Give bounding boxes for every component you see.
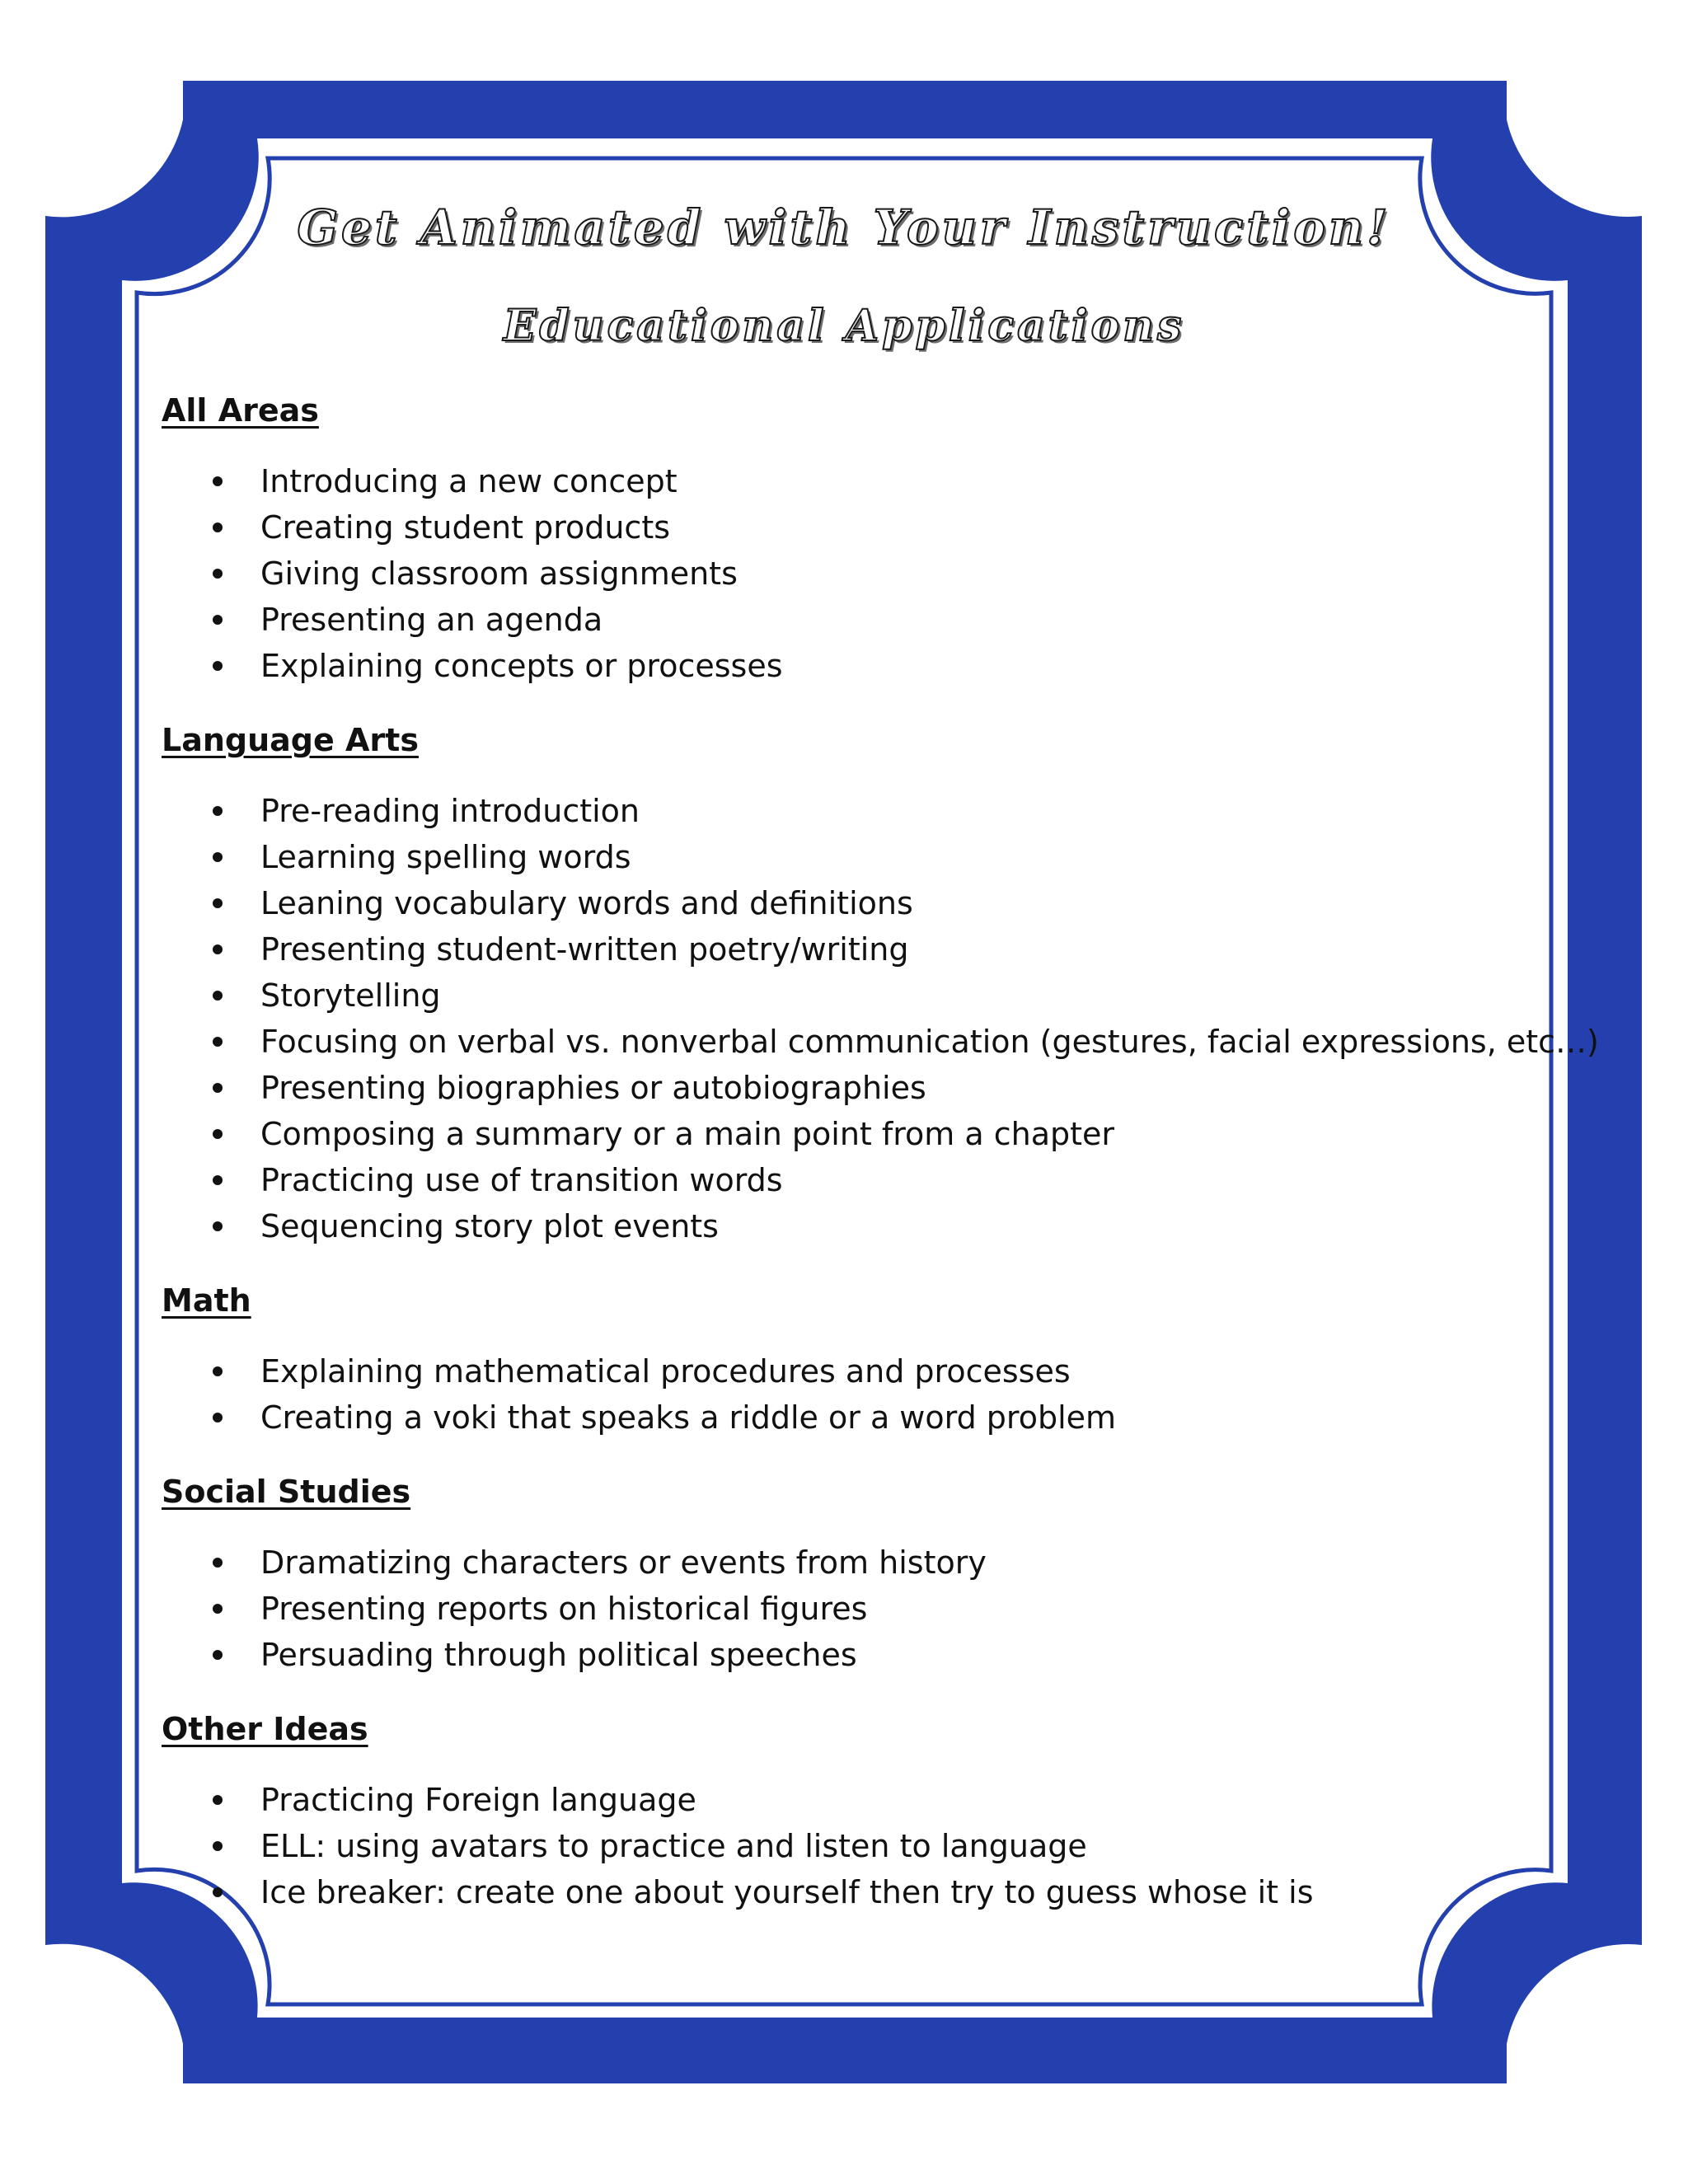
section-all-areas (162, 387, 1546, 689)
list-item: Creating a voki that speaks a riddle or a word problem (162, 1394, 1546, 1441)
section-heading: Language Arts (162, 722, 419, 758)
section-other-ideas (162, 1706, 1546, 1915)
section-heading: Math (162, 1282, 251, 1319)
list-item: Dramatizing characters or events from history (162, 1540, 1546, 1586)
list-item: Explaining concepts or processes (162, 643, 1546, 689)
list-item: Presenting biographies or autobiographies (162, 1065, 1546, 1111)
content-area (162, 387, 1599, 1943)
list-item: Introducing a new concept (162, 458, 1546, 504)
page-subtitle: Educational Applications (503, 301, 1185, 351)
bullet-list (162, 1348, 1546, 1441)
list-item: Ice breaker: create one about yourself then try to guess whose it is (162, 1869, 1546, 1915)
list-item: Sequencing story plot events (162, 1203, 1546, 1249)
list-item: Leaning vocabulary words and definitions (162, 880, 1546, 926)
list-item: Giving classroom assignments (162, 551, 1546, 597)
section-language-arts (162, 717, 1599, 1249)
list-item: Presenting student-written poetry/writing (162, 926, 1546, 972)
bullet-list (162, 1540, 1546, 1678)
list-item: Pre-reading introduction (162, 788, 1546, 834)
list-item: Storytelling (162, 972, 1546, 1019)
list-item: Presenting an agenda (162, 597, 1546, 643)
list-item: Learning spelling words (162, 834, 1546, 880)
section-heading: All Areas (162, 392, 319, 429)
list-item: Practicing Foreign language (162, 1777, 1546, 1823)
bullet-list (162, 1777, 1546, 1915)
bullet-list (162, 458, 1546, 689)
list-item: Creating student products (162, 504, 1546, 551)
list-item: Persuading through political speeches (162, 1632, 1546, 1678)
section-social-studies (162, 1469, 1546, 1678)
page-title: Get Animated with Your Instruction! (297, 199, 1391, 255)
list-item: Practicing use of transition words (162, 1157, 1546, 1203)
list-item: Focusing on verbal vs. nonverbal communication (gestures, facial expressions, etc…) (162, 1019, 1546, 1065)
section-heading: Other Ideas (162, 1711, 368, 1747)
list-item: ELL: using avatars to practice and listen to language (162, 1823, 1546, 1869)
section-heading: Social Studies (162, 1474, 411, 1510)
list-item: Explaining mathematical procedures and processes (162, 1348, 1546, 1394)
list-item: Composing a summary or a main point from a chapter (162, 1111, 1546, 1157)
section-math (162, 1277, 1546, 1441)
list-item: Presenting reports on historical figures (162, 1586, 1546, 1632)
bullet-list (162, 788, 1599, 1249)
